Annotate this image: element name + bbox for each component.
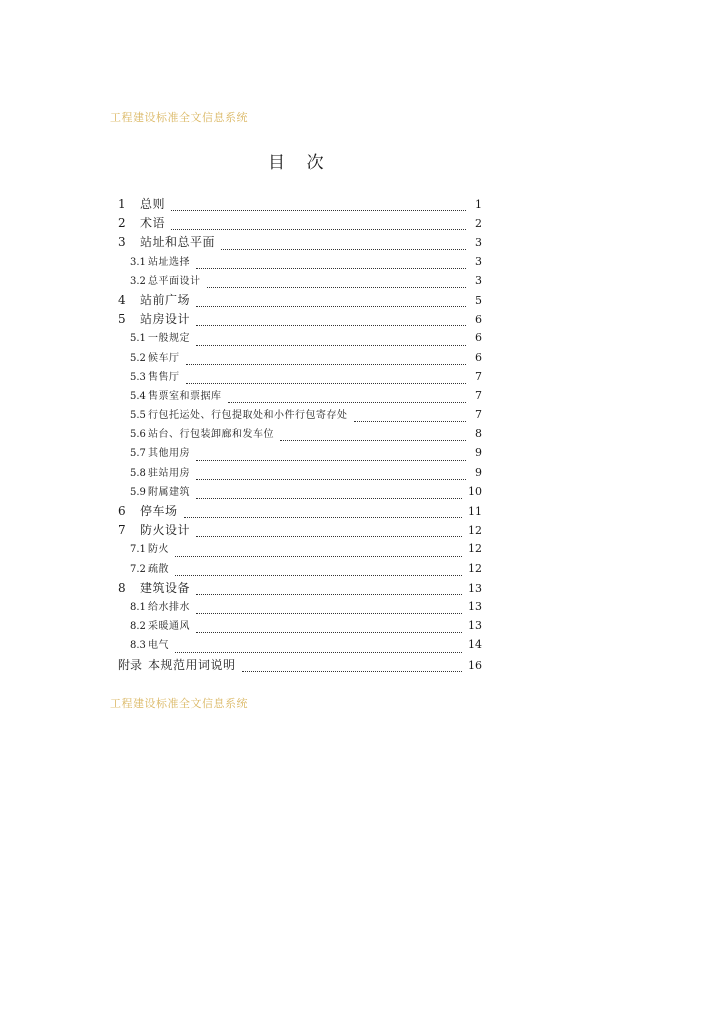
toc-dot-leader [196,325,466,326]
toc-entry-page: 8 [475,427,482,441]
toc-entry-page: 13 [468,581,482,595]
toc-entry-page: 11 [468,505,482,518]
toc-entry-page: 3 [475,236,482,250]
toc-entry-number: 1 [118,197,126,211]
toc-entry-number: 3 [118,235,126,250]
toc-entry[interactable] [118,579,482,598]
watermark-top: 工程建设标准全文信息系统 [110,111,248,124]
toc-entry[interactable] [118,233,482,252]
toc-entry[interactable] [118,464,482,483]
toc-dot-leader [171,210,466,211]
toc-dot-leader [242,671,462,672]
toc-dot-leader [196,613,462,614]
toc-entry-label: 站址选择 [148,256,190,268]
toc-dot-leader [196,268,466,269]
toc-entry-page: 16 [468,658,482,672]
toc-entry-label: 给水排水 [148,601,190,613]
toc-dot-leader [171,229,466,230]
toc-dot-leader [280,440,466,441]
toc-entry[interactable] [118,598,482,617]
toc-entry-page: 12 [468,524,482,538]
toc-entry-number: 5.3 [130,371,146,383]
toc-entry[interactable] [118,521,482,540]
toc-entry-label: 电气 [148,640,169,652]
toc-entry-number: 8.3 [130,640,146,652]
toc-entry-label: 售售厅 [148,371,180,383]
toc-entry[interactable] [118,253,482,272]
toc-entry[interactable] [118,425,482,444]
toc-entry-label: 总则 [140,197,166,211]
toc-entry-page: 6 [475,331,482,345]
toc-entry[interactable] [118,483,482,502]
toc-dot-leader [207,287,467,288]
toc-dot-leader [186,364,467,365]
toc-dot-leader [175,556,462,557]
toc-entry-page: 9 [475,446,482,460]
toc-entry-label: 站前广场 [140,292,191,307]
toc-dot-leader [175,575,462,576]
toc-dot-leader [196,460,466,461]
toc-title: 目 次 [268,153,324,173]
toc-dot-leader [228,402,467,403]
toc-entry-number: 6 [118,504,126,518]
toc-dot-leader [186,383,467,384]
toc-dot-leader [184,517,462,518]
toc-entry[interactable] [118,636,482,655]
toc-entry-number: 5.7 [130,448,146,460]
toc-entry[interactable] [118,310,482,329]
toc-entry[interactable] [118,444,482,463]
watermark-bottom: 工程建设标准全文信息系统 [110,697,248,710]
toc-entry-number: 8 [118,580,126,595]
toc-entry-label: 站址和总平面 [140,235,216,250]
toc-entry-number: 4 [118,292,126,307]
toc-entry-number: 5.8 [130,467,146,479]
toc-entry-label: 候车厅 [148,352,180,364]
toc-entry-label: 采暖通风 [148,621,190,633]
toc-entry-label: 术语 [140,216,166,231]
toc-entry-number: 5.9 [130,486,146,498]
toc-entry-page: 3 [475,273,482,287]
toc-entry-page: 14 [468,638,482,652]
toc-entry-label: 本规范用词说明 [148,657,236,672]
toc-entry-page: 12 [468,542,482,556]
toc-entry[interactable] [118,368,482,387]
toc-entry[interactable] [118,272,482,291]
toc-entry-number: 5.5 [130,410,146,422]
toc-entry-number: 5 [118,312,126,327]
toc-dot-leader [196,479,466,480]
toc-entry-label: 站房设计 [140,312,191,327]
toc-entry[interactable] [118,214,482,233]
toc-entry-number: 7.1 [130,544,146,556]
toc-dot-leader [196,594,462,595]
toc-entry-page: 6 [475,350,482,364]
toc-entry-label: 售票室和票据库 [148,390,222,402]
toc-dot-leader [196,345,466,346]
toc-entry-label: 站台、行包装卸廊和发车位 [148,429,274,441]
toc-dot-leader [354,421,467,422]
toc-entry-label: 行包托运处、行包提取处和小件行包寄存处 [148,410,348,422]
toc-entry-page: 5 [475,293,482,307]
toc-entry[interactable] [118,329,482,348]
toc-entry-number: 5.6 [130,429,146,441]
toc-entry-page: 3 [475,254,482,268]
toc-entry[interactable] [118,195,482,214]
toc-entry-number: 5.2 [130,352,146,364]
toc-entry[interactable] [118,291,482,310]
toc-entry-label: 一般规定 [148,333,190,345]
toc-entry[interactable] [118,540,482,559]
table-of-contents [118,195,482,675]
toc-entry-label: 总平面设计 [148,275,201,287]
toc-dot-leader [196,536,462,537]
toc-entry-page: 7 [475,369,482,383]
toc-entry-page: 7 [475,408,482,422]
toc-entry-number: 5.1 [130,333,146,345]
toc-entry-page: 2 [475,217,482,231]
toc-entry-number: 2 [118,216,126,231]
toc-entry-number: 3.1 [130,256,146,268]
toc-entry-number: 8.1 [130,601,146,613]
toc-dot-leader [196,306,466,307]
toc-entry-page: 1 [475,198,482,211]
toc-entry-label: 疏散 [148,563,169,575]
toc-entry-number: 8.2 [130,621,146,633]
toc-entry-label: 附属建筑 [148,486,190,498]
toc-dot-leader [221,249,466,250]
toc-entry-page: 12 [468,561,482,575]
toc-entry-page: 7 [475,388,482,402]
toc-entry-page: 13 [468,599,482,613]
toc-entry[interactable] [118,502,482,521]
toc-entry-number: 附录 [118,657,143,672]
toc-entry-number: 7 [118,523,126,538]
toc-entry-label: 防火 [148,544,169,556]
toc-entry[interactable] [118,349,482,368]
toc-entry[interactable] [118,406,482,425]
toc-dot-leader [175,652,462,653]
toc-entry-label: 驻站用房 [148,467,190,479]
toc-entry[interactable] [118,560,482,579]
toc-entry-page: 13 [468,619,482,633]
toc-dot-leader [196,498,462,499]
toc-entry-number: 3.2 [130,275,146,287]
toc-entry[interactable] [118,617,482,636]
toc-entry-number: 5.4 [130,390,146,402]
toc-entry-page: 6 [475,313,482,327]
toc-entry-label: 防火设计 [140,523,191,538]
toc-entry-number: 7.2 [130,563,146,575]
toc-entry[interactable] [118,656,482,675]
toc-entry-label: 停车场 [140,504,178,518]
toc-dot-leader [196,632,462,633]
toc-entry[interactable] [118,387,482,406]
toc-entry-page: 10 [468,484,482,498]
toc-entry-label: 建筑设备 [140,580,191,595]
toc-entry-label: 其他用房 [148,448,190,460]
toc-entry-page: 9 [475,465,482,479]
